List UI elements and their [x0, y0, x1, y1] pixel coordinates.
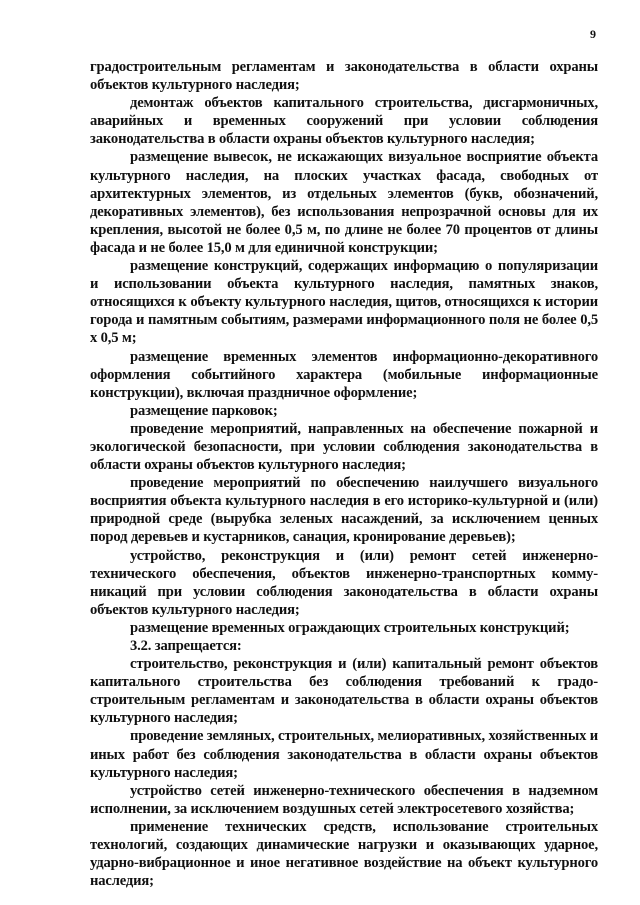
- paragraph-temporary-fencing: размещение временных ограждающих строительных конструкций;: [130, 619, 570, 636]
- paragraph-info-structures: размещение конструкций, содержащих информацию о популяризации и использовании объекта культурного наследия, памятных знаков, относящихся к объекту культурного наследия, щитов, относящихся к истории города и памятным событиям, размерами информационного поля не более 0,5 х 0,5 м;: [90, 258, 598, 347]
- paragraph-continuation: градостроительным регламентам и законодательства в области охраны объектов культурного наследия;: [90, 59, 598, 94]
- document-body: [90, 58, 598, 890]
- paragraph-vibration-prohibited: применение технических средств, использование строительных технологий, создающих динамические нагрузки и оказывающих ударное, ударно-вибрационное и иное негативное воздействие на объект культурного наследия;: [90, 818, 598, 890]
- paragraph-overhead-networks-prohibited: устройство сетей инженерно-технического обеспечения в надземном исполнении, за исключением воздушных сетей электросетевого хозяйства;: [90, 782, 598, 817]
- paragraph-signage: размещение вывесок, не искажающих визуальное восприятие объекта культурного наследия, на плоских участках фасада, свободных от архитектурных элементов, из отдельных элементов (букв, обозначений, декоративных элементов), без использования непрозрачной основы для их крепления, высотой не более 0,5 м, по длине не более 70 процентов от длины фасада и не более 15,0 м для единичной конструкции;: [90, 149, 598, 256]
- paragraph-temporary-decor: размещение временных элементов информационно-декоративного оформления событийного характера (мобильные информационные конструкции), включая праздничное оформление;: [90, 348, 598, 401]
- paragraph-earthworks-prohibited: проведение земляных, строительных, мелиоративных, хозяйственных и иных работ без соблюдения законодательства в области охраны объектов культурного наследия;: [90, 728, 599, 781]
- paragraph-parking: размещение парковок;: [130, 402, 278, 419]
- paragraph-visual-perception: проведение мероприятий по обеспечению наилучшего визуального восприятия объекта культурного наследия в его историко-культурной и (или) природной среде (вырубка зеленых насаждений, за исключением ценных пород деревьев и кустарников, санация, кронирование деревьев);: [90, 475, 598, 546]
- page-number: 9: [590, 27, 596, 41]
- paragraph-dismantling: демонтаж объектов капитального строительства, дисгармоничных, аварийных и временных сооружений при условии соблюдения законодательства в области охраны объектов культурного наследия;: [90, 95, 598, 148]
- section-heading-prohibited: 3.2. запрещается:: [130, 638, 242, 654]
- paragraph-fire-safety: проведение мероприятий, направленных на обеспечение пожарной и экологической безопасности, при условии соблюдения законодательства в области охраны объектов культурного наследия;: [90, 420, 598, 474]
- paragraph-engineering-networks: устройство, реконструкция и (или) ремонт сетей инженерно-технического обеспечения, объектов инженерно-транспортных комму-никаций при условии соблюдения законодательства в области охраны объектов культурного наследия;: [90, 547, 598, 618]
- paragraph-construction-prohibited: строительство, реконструкция и (или) капитальный ремонт объектов капитального строительства без соблюдения требований к градо-строительным регламентам и законодательства в области охраны объектов культурного наследия;: [90, 656, 598, 727]
